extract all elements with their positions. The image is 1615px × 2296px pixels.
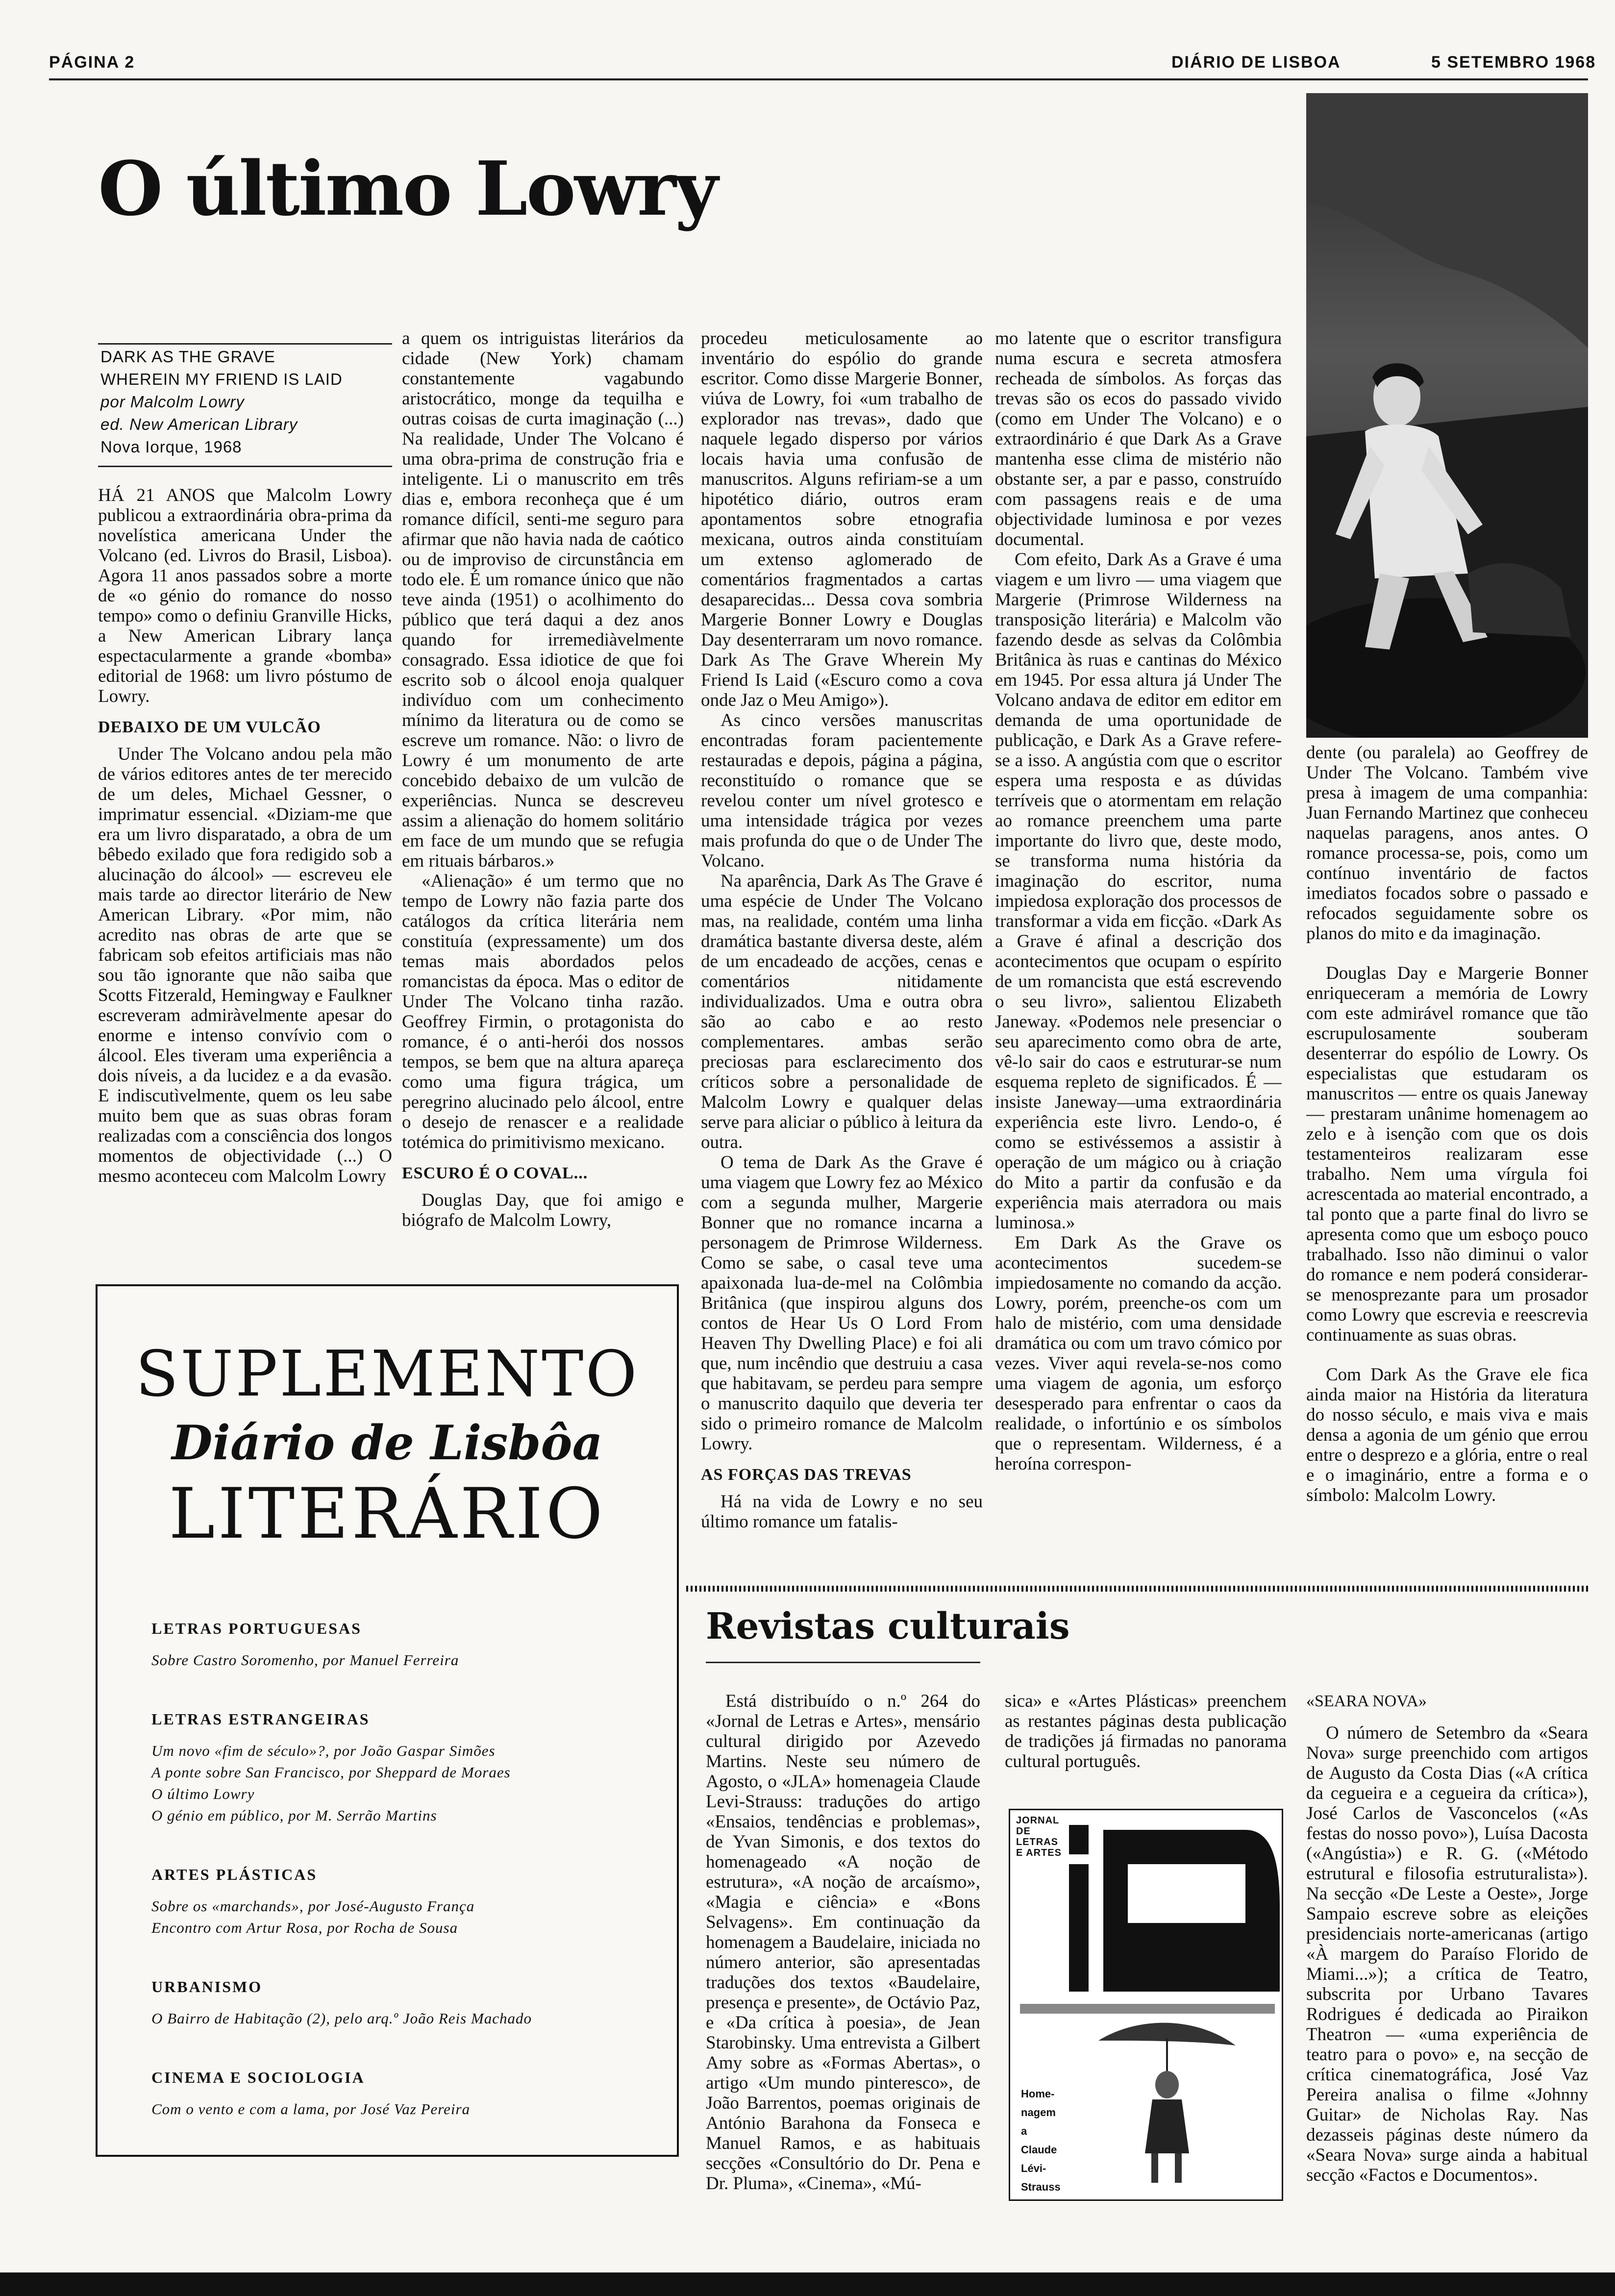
supplement-line1: SUPLEMENTO — [135, 1338, 639, 1411]
jla-masthead-line: LETRAS — [1016, 1837, 1058, 1847]
revistas-top-rule — [686, 1586, 1588, 1592]
supplement-line2: Diário de Lisbôa — [172, 1415, 603, 1471]
article-paragraph: Douglas Day, que foi amigo e biógrafo de Malcolm Lowry, — [402, 1190, 684, 1230]
supp-section-heading: LETRAS PORTUGUESAS — [151, 1620, 362, 1637]
jla-caption — [1021, 2085, 1061, 2196]
article-column-1 — [98, 485, 392, 1257]
article-paragraph: mo latente que o escritor transfigura numa escura e secreta atmosfera recheada de símbolos. As forças das trevas são os ecos do passado vivido (como em Under The Volcano) e o extraordinário é que Dark As a Grave mantenha esse clima de mistério não obstante ser, a par e passo, construído com passagens reais e de uma objectividade luminosa e por vezes documental. — [995, 328, 1282, 549]
article-paragraph: Em Dark As the Grave os acontecimentos sucedem-se impiedosamente no comando da acção. Lowry, porém, preenche-os com um halo de mistério, com uma densidade dramática ou com um travo cómico por vezes. Viver aqui revela-se-nos como uma viagem de agonia, um esforço desesperado para enfrentar o caos da realidade, o infortúnio e os símbolos que o representam. Wilderness, é a heroína correspon- — [995, 1233, 1282, 1474]
jla-caption-line: Strauss — [1021, 2181, 1061, 2193]
subhead-forcas: AS FORÇAS DAS TREVAS — [701, 1466, 912, 1484]
article-paragraph: «Alienação» é um termo que no tempo de Lowry não fazia parte dos catálogos da crítica literária nem constituía (expressamente) um dos temas mais abordados pelos romancistas da época. Mas o editor de Under The Volcano tinha razão. Geoffrey Firmin, o protagonista do romance, é o anti-herói dos nossos tempos, se bem que na altura apareça como uma figura trágica, um peregrino alucinado pelo álcool, entre o desejo de renascer e a realidade totémica do primitivismo mexicano. — [402, 871, 684, 1152]
book-title-line1: DARK AS THE GRAVE — [100, 348, 275, 366]
supp-section-item: O génio em público, por M. Serrão Martins — [151, 1807, 437, 1824]
supp-section-item: Sobre Castro Soromenho, por Manuel Ferreira — [151, 1651, 459, 1669]
jla-cover-image — [1009, 1809, 1283, 2201]
bookinfo-top-rule — [98, 343, 392, 345]
book-title-line2: WHEREIN MY FRIEND IS LAID — [100, 370, 343, 388]
article-column-4 — [995, 328, 1282, 1583]
supp-section-item: Sobre os «marchands», por José-Augusto França — [151, 1897, 475, 1915]
article-paragraph: Under The Volcano andou pela mão de vários editores antes de ter merecido de um deles, Michael Gessner, o imprimatur essencial. «Diziam-me que era um livro disparatado, a obra de um bêbedo exilado que fora redigido sob a alucinação do álcool» — escreveu ele mais tarde ao director literário de New American Library. «Por mim, não acredito nas obras de arte que se fabricam sob efeitos artificiais mas não sou tão ignorante que não saiba que Scotts Fitzerald, Hemingway e Faulkner escreveram admiràvelmente apesar do enorme e intenso convívio com o álcool. Eles tiveram uma experiência a dois níveis, a da lucidez e a da evasão. E indiscutìvelmente, quem os leu sabe muito bem que as suas obras foram realizadas com a consciência dos longos momentos de objectividade (...) O mesmo aconteceu com Malcolm Lowry — [98, 744, 392, 1186]
revistas-column-1 — [706, 1691, 980, 2235]
revistas-paragraph: O número de Setembro da «Seara Nova» surge preenchido com artigos de Augusto da Costa Dias («A crítica da cegueira e a cegueira da crítica»), José Carlos de Vasconcelos («As festas do nosso povo»), Luísa Dacosta («Angústia») e R. G. («Método estrutural e filosofia estruturalista»). Na secção «De Leste a Oeste», Jorge Sampaio escreve sobre as eleições presidenciais norte-americanas (artigo «À margem do Paraíso Florido de Miami...»); a crítica de Teatro, subscrita por Urbano Tavares Rodrigues é dedicada ao Piraikon Theatron — «uma experiência de teatro para o povo» e, na secção de crítica cinematográfica, José Vaz Pereira analisa o filme «Johnny Guitar» de Nicholas Ray. Nas dezasseis páginas deste número da «Seara Nova» surge ainda a habitual secção «Factos e Documentos». — [1306, 1723, 1588, 2185]
article-paragraph: a quem os intriguistas literários da cidade (New York) chamam constantemente vagabundo aristocrático, monge da tequilha e outras coisas de curta imaginação (...) Na realidade, Under The Volcano é uma obra-prima de construção fria e inteligente. Li o manuscrito em três dias e, embora reconheça que é um romance difícil, senti-me seguro para afirmar que não havia nada de caótico ou de improviso de circunstância em todo ele. É um romance único que não teve ainda (1951) o acolhimento do público que terá daqui a dez anos quando for irremediàvelmente consagrado. Essa idiotice de que foi escrito sob o álcool enoja qualquer indivíduo com um conhecimento mínimo da literatura ou de como se escreve um romance. Não: o livro de Lowry é um monumento de arte concebido debaixo de um vulcão de experiências. Nunca se descreveu assim a alienação do homem solitário em face de um mundo que se refugia em rituais bárbaros.» — [402, 328, 684, 871]
jla-caption-line: Home- — [1021, 2088, 1055, 2100]
article-paragraph: procedeu meticulosamente ao inventário do espólio do grande escritor. Como disse Margerie Bonner, viúva de Lowry, foi «um trabalho de explorador nas trevas», dado que naquele legado disperso por vários locais havia uma confusão de manuscritos. Alguns refiriam-se a um hipotético diário, outros eram apontamentos sobre etnografia mexicana, outros ainda constituíam um extenso aglomerado de comentários fragmentados a cartas desaparecidas... Dessa cova sombria Margerie Bonner Lowry e Douglas Day desenterraram um novo romance. Dark As The Grave Wherein My Friend Is Laid («Escuro como a cova onde Jaz o Meu Amigo»). — [701, 328, 983, 710]
book-place-year: Nova Iorque, 1968 — [100, 438, 242, 456]
supp-section-item: O Bairro de Habitação (2), pelo arq.º João Reis Machado — [151, 2010, 532, 2027]
page-label: PÁGINA 2 — [49, 53, 135, 72]
supplement-box — [96, 1284, 679, 2157]
article-title: O último Lowry — [98, 145, 717, 232]
supp-section-item: A ponte sobre San Francisco, por Sheppard de Moraes — [151, 1764, 511, 1781]
article-paragraph: Na aparência, Dark As The Grave é uma espécie de Under The Volcano mas, na realidade, contém uma linha dramática bastante diversa deste, além de um encadeado de acções, cenas e comentários nitidamente individualizados. Uma e outra obra são ao cabo e ao resto complementares. ambas serão preciosas para esclarecimento dos críticos sobre a personalidade de Malcolm Lowry e qualquer delas serve para aliciar o público à leitura da outra. — [701, 871, 983, 1152]
issue-date: 5 SETEMBRO 1968 — [1431, 53, 1596, 72]
jla-masthead-line: JORNAL — [1016, 1815, 1060, 1826]
supp-section-heading: CINEMA E SOCIOLOGIA — [151, 2069, 365, 2086]
book-publisher: ed. New American Library — [100, 415, 298, 433]
supp-section-item: O último Lowry — [151, 1785, 255, 1802]
supplement-contents — [151, 1620, 642, 2120]
header-rule — [49, 78, 1588, 80]
supp-section-item: Um novo «fim de século»?, por João Gaspar Simões — [151, 1742, 496, 1759]
supp-section-heading: ARTES PLÁSTICAS — [151, 1866, 318, 1883]
revistas-paragraph: Está distribuído o n.º 264 do «Jornal de Letras e Artes», mensário cultural dirigido por Azevedo Martins. Neste seu número de Agosto, o «JLA» homenageia Claude Levi-Strauss: traduções do artigo «Ensaios, tendências e problemas», de Yvan Simonis, e dos textos do homenageado «A noção de estrutura», «A noção de arcaísmo», «Magia e ciência» e «Bons Selvagens». Em continuação da homenagem a Baudelaire, iniciada no número anterior, são apresentadas traduções dos textos «Baudelaire, presença e presente», de Octávio Paz, e «Da crítica à poesia», de Jean Starobinsky. Uma entrevista a Gilbert Amy sobre as «Formas Abertas», o artigo «Um mundo pinteresco», de João Barrentos, poemas originais de António Barahona da Fonseca e Manuel Ramos, e as habituais secções «Consultório do Dr. Pena e Dr. Pluma», «Cinema», «Mú- — [706, 1691, 980, 2194]
supp-section-item: Com o vento e com a lama, por José Vaz Pereira — [151, 2100, 471, 2118]
subhead-escuro: ESCURO É O COVAL... — [402, 1164, 588, 1182]
jla-caption-line: nagem — [1021, 2106, 1056, 2119]
jla-caption-line: a — [1021, 2125, 1027, 2137]
supplement-line3: LITERÁRIO — [169, 1473, 606, 1554]
article-column-5 — [1306, 743, 1588, 1527]
article-lead: HÁ 21 ANOS que Malcolm Lowry publicou a extraordinária obra-prima da novelística americana Under the Volcano (ed. Livros do Brasil, Lisboa). Agora 11 anos passados sobre a morte de «o génio do romance do nosso tempo» como o definiu Granville Hicks, a New American Library lança espectacularmente a grande «bomba» editorial de 1968: um livro póstumo de Lowry. — [98, 485, 392, 706]
article-paragraph: dente (ou paralela) ao Geoffrey de Under The Volcano. Também vive presa à imagem de uma companhia: Juan Fernando Martinez que conheceu naquelas paragens, anos antes. O romance processa-se, pois, como um contínuo inventário de factos imediatos focados sobre o passado e refocados seguidamente sobre os planos do mito e da imaginação. — [1306, 743, 1588, 944]
revistas-title: Revistas culturais — [706, 1605, 1070, 1647]
revistas-title-rule — [706, 1662, 980, 1663]
article-column-2 — [402, 328, 684, 1257]
revistas-column-2 — [1005, 1691, 1287, 1779]
jla-caption-line: Claude — [1021, 2144, 1057, 2156]
bookinfo-bottom-rule — [98, 466, 392, 467]
book-info — [100, 346, 395, 458]
bottom-border — [0, 2272, 1615, 2296]
revistas-column-3 — [1306, 1691, 1588, 2235]
lowry-photo — [1306, 93, 1588, 738]
revistas-paragraph: sica» e «Artes Plásticas» preenchem as restantes páginas desta publicação de tradições já firmadas no panorama cultural português. — [1005, 1691, 1287, 1772]
article-column-3 — [701, 328, 983, 1583]
article-paragraph: Com efeito, Dark As a Grave é uma viagem e um livro — uma viagem que Margerie (Primrose Wilderness na transposição literária) e Malcolm vão fazendo desde as selvas da Colômbia Britânica às ruas e cantinas do México em 1945. Por essa altura já Under The Volcano andava de editor em editor em demanda de uma oportunidade de publicação, e Dark As a Grave refere-se a isso. A angústia com que o escritor espera uma resposta e as dúvidas terríveis que o atormentam em relação ao romance preenchem uma parte importante do livro que, deste modo, se transforma numa história da imaginação do escritor, numa impiedosa exploração dos processos de transformar a vida em ficção. «Dark As a Grave é afinal a descrição dos acontecimentos que ocupam o espírito de um romancista que está escrevendo o seu livro», salientou Elizabeth Janeway. «Podemos nele presenciar o seu aparecimento como obra de arte, vê-lo sair do caos e estruturar-se num esquema repleto de significados. É — insiste Janeway—uma extraordinária experiência este livro. Lendo-o, é como se estivéssemos a assistir à operação de um mágico ou à criação do Mito a partir da confusão e da experiência mais aterradora ou mais luminosa.» — [995, 549, 1282, 1233]
article-paragraph: Há na vida de Lowry e no seu último romance um fatalis- — [701, 1492, 983, 1532]
book-author: por Malcolm Lowry — [100, 393, 245, 411]
article-paragraph: As cinco versões manuscritas encontradas foram pacientemente restauradas e depois, página a página, reconstituído o romance que se revelou conter um nível grotesco e uma intensidade trágica por vezes mais profunda do que o de Under The Volcano. — [701, 710, 983, 871]
subhead-debaixo: DEBAIXO DE UM VULCÃO — [98, 718, 321, 736]
jla-masthead-line: E ARTES — [1016, 1847, 1062, 1858]
article-paragraph: Douglas Day e Margerie Bonner enriqueceram a memória de Lowry com este admirável romance que tão escrupulosamente souberam desenterrar do espólio de Lowry. Os especialistas que estudaram os manuscritos — entre os quais Janeway — prestaram unânime homenagem ao zelo e à isenção com que os dois testamenteiros realizaram esse trabalho. Nem uma vírgula foi acrescentada ao material encontrado, a tal ponto que a parte final do livro se apresenta como que um esboço pouco trabalhado. Isso não diminui o valor do romance e nem poderá considerar-se menosprezante para um prosador como Lowry que escrevia e reescrevia continuamente as suas obras. — [1306, 963, 1588, 1345]
article-paragraph: Com Dark As the Grave ele fica ainda maior na História da literatura do nosso século, e mais viva e mais densa a agonia de um génio que errou entre o desprezo e a glória, entre o real e o imaginário, entre a forma e o símbolo: Malcolm Lowry. — [1306, 1365, 1588, 1505]
supp-section-heading: URBANISMO — [151, 1978, 263, 1996]
jla-masthead-line: DE — [1016, 1826, 1031, 1837]
lowry-photo-art — [1306, 93, 1588, 738]
supp-section-item: Encontro com Artur Rosa, por Rocha de Sousa — [151, 1919, 458, 1936]
newspaper-name: DIÁRIO DE LISBOA — [1171, 53, 1341, 72]
seara-nova-subhead: «SEARA NOVA» — [1306, 1692, 1427, 1710]
article-paragraph: O tema de Dark As the Grave é uma viagem que Lowry fez ao México com a segunda mulher, Margerie Bonner que no romance incarna a personagem de Primrose Wilderness. Como se sabe, o casal teve uma apaixonada lua-de-mel na Colômbia Britânica (que inspirou alguns dos contos de Hear Us O Lord From Heaven Thy Dwelling Place) e foi ali que, num incêndio que destruiu a casa que habitavam, se perdeu para sempre o manuscrito daquilo que deveria ter sido o primeiro romance de Malcolm Lowry. — [701, 1152, 983, 1454]
supp-section-heading: LETRAS ESTRANGEIRAS — [151, 1710, 370, 1728]
jla-caption-line: Lévi- — [1021, 2162, 1046, 2174]
